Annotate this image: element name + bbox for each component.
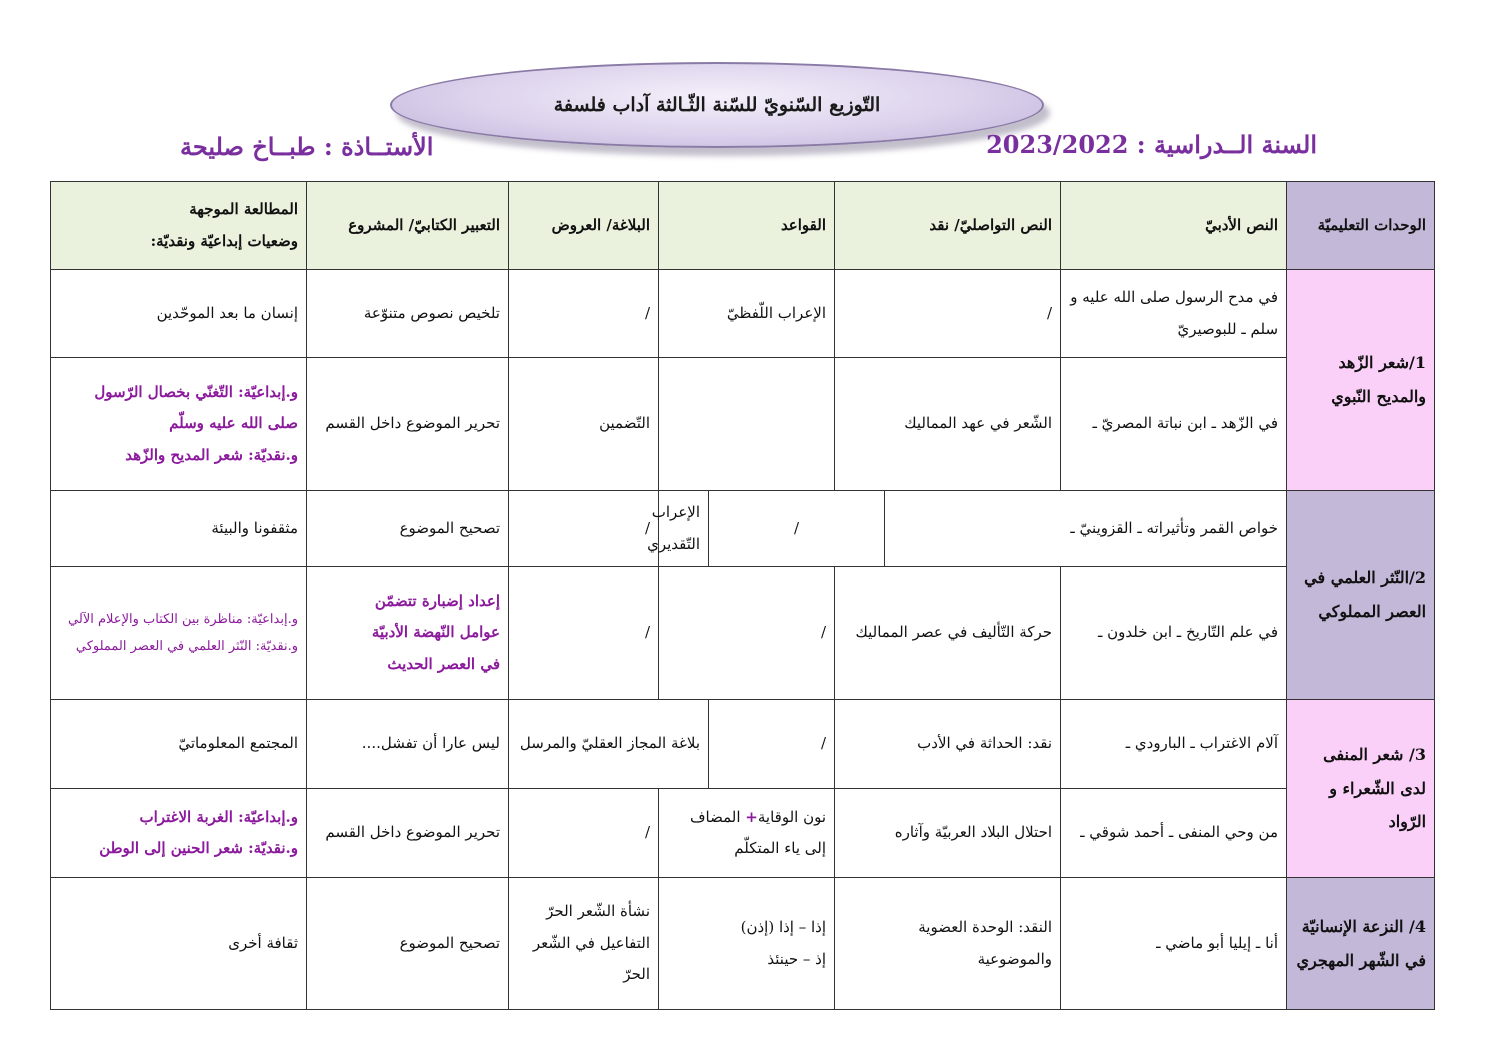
unit2-r2-writing-line2: عوامل النّهضة الأدبيّة bbox=[371, 623, 500, 642]
unit3-r2-writing: تحرير الموضوع داخل القسم bbox=[307, 789, 509, 878]
unit1-title: 1/شعر الزّهد والمديح النّبوي bbox=[1287, 270, 1435, 491]
table-row bbox=[51, 567, 1435, 700]
unit1-r2-reading-critical: و.نقديّة: شعر المديح والزّهد bbox=[125, 445, 298, 464]
teacher-name: الأستــاذة : طبــاخ صليحة bbox=[180, 132, 434, 161]
table-row bbox=[51, 358, 1435, 491]
unit2-r1-communicative: / bbox=[709, 491, 885, 567]
header-rhetoric: البلاغة/ العروض bbox=[509, 182, 659, 270]
unit2-r1-rhetoric: / bbox=[509, 491, 659, 567]
table-row bbox=[51, 491, 1435, 567]
unit2-r1-writing: تصحيح الموضوع bbox=[307, 491, 509, 567]
table-row bbox=[51, 789, 1435, 878]
unit1-r2-grammar bbox=[659, 358, 835, 491]
unit3-r1-rhetoric: بلاغة المجاز العقليّ والمرسل bbox=[509, 700, 709, 789]
title-banner bbox=[390, 62, 1044, 148]
unit4-r1-grammar-line2: إذ – حينئذ bbox=[767, 949, 827, 968]
unit2-r2-writing-line1: إعداد إضبارة تتضمّن bbox=[374, 591, 500, 610]
unit1-r1-reading: إنسان ما بعد الموحّدين bbox=[51, 270, 307, 358]
unit4-r1-rhetoric: نشأة الشّعر الحرّ التفاعيل في الشّعر الحرّ bbox=[509, 878, 659, 1010]
header-reading-line2: وضعيات إبداعيّة ونقديّة: bbox=[150, 231, 298, 250]
unit2-r1-literary: خواص القمر وتأثيراته ـ القزوينيّ ـ bbox=[885, 491, 1287, 567]
unit1-r2-reading bbox=[51, 358, 307, 491]
annual-distribution-table bbox=[50, 181, 1435, 1010]
header-units: الوحدات التعليميّة bbox=[1287, 182, 1435, 270]
unit3-title: 3/ شعر المنفى لدى الشّعراء و الرّواد bbox=[1287, 700, 1435, 878]
unit1-r1-literary: في مدح الرسول صلى الله عليه و سلم ـ للبوصيريّ bbox=[1061, 270, 1287, 358]
unit4-r1-communicative: النقد: الوحدة العضوية والموضوعية bbox=[835, 878, 1061, 1010]
table-row bbox=[51, 270, 1435, 358]
unit2-title: 2/النّثر العلمي في العصر المملوكي bbox=[1287, 491, 1435, 700]
header-literary: النص الأدبيّ bbox=[1061, 182, 1287, 270]
header-communicative: النص التواصليّ/ نقد bbox=[835, 182, 1061, 270]
unit3-r2-rhetoric: / bbox=[509, 789, 659, 878]
unit3-r2-communicative: احتلال البلاد العربيّة وآثاره bbox=[835, 789, 1061, 878]
unit2-r2-grammar: / bbox=[659, 567, 835, 700]
header-writing: التعبير الكتابيّ/ المشروع bbox=[307, 182, 509, 270]
unit3-r1-literary: آلام الاغتراب ـ البارودي ـ bbox=[1061, 700, 1287, 789]
unit3-r1-communicative: نقد: الحداثة في الأدب bbox=[835, 700, 1061, 789]
unit2-r2-reading-critical: و.نقديّة: النّثر العلمي في العصر المملوكي bbox=[75, 639, 298, 654]
unit4-r1-writing: تصحيح الموضوع bbox=[307, 878, 509, 1010]
unit3-r2-reading bbox=[51, 789, 307, 878]
plus-sign: + bbox=[745, 807, 758, 826]
unit3-r2-reading-critical: و.نقديّة: شعر الحنين إلى الوطن bbox=[99, 839, 298, 857]
unit3-r1-writing: ليس عارا أن تفشل.... bbox=[307, 700, 509, 789]
header-row bbox=[51, 182, 1435, 270]
unit3-r1-reading: المجتمع المعلوماتيّ bbox=[51, 700, 307, 789]
header-reading-line1: المطالعة الموجهة bbox=[189, 200, 298, 218]
unit3-r2-grammar bbox=[659, 789, 835, 878]
unit3-r2-grammar-part2: المضاف إلى ياء المتكلّم bbox=[689, 807, 827, 857]
unit4-r1-grammar-line1: إذا – إذا (إذن) bbox=[740, 918, 827, 936]
unit4-r1-literary: أنا ـ إيليا أبو ماضي ـ bbox=[1061, 878, 1287, 1010]
unit1-r1-communicative: / bbox=[835, 270, 1061, 358]
unit2-r2-writing-line3: في العصر الحديث bbox=[387, 654, 500, 673]
unit1-r1-rhetoric: / bbox=[509, 270, 659, 358]
unit2-r2-reading-creative: و.إبداعيّة: مناظرة بين الكتاب والإعلام الآلي bbox=[68, 611, 298, 627]
school-year: السنة الــدراسية : 2023/2022 bbox=[986, 130, 1317, 159]
unit1-r2-communicative: الشّعر في عهد المماليك bbox=[835, 358, 1061, 491]
unit1-r2-rhetoric: التّضمين bbox=[509, 358, 659, 491]
unit2-r2-communicative: حركة التّأليف في عصر المماليك bbox=[835, 567, 1061, 700]
header-grammar: القواعد bbox=[659, 182, 835, 270]
unit3-r2-literary: من وحي المنفى ـ أحمد شوقي ـ bbox=[1061, 789, 1287, 878]
unit2-r2-writing bbox=[307, 567, 509, 700]
unit4-title: 4/ النزعة الإنسانيّة في الشّهر المهجري bbox=[1287, 878, 1435, 1010]
unit1-r2-literary: في الزّهد ـ ابن نباتة المصريّ ـ bbox=[1061, 358, 1287, 491]
unit1-r1-writing: تلخيص نصوص متنوّعة bbox=[307, 270, 509, 358]
unit2-r1-grammar: الإعراب التّقديري bbox=[659, 491, 709, 567]
unit3-r2-grammar-part1: نون الوقاية bbox=[757, 807, 827, 826]
unit2-r1-reading: مثقفونا والبيئة bbox=[51, 491, 307, 567]
table-row bbox=[51, 700, 1435, 789]
unit1-r2-reading-creative: و.إبداعيّة: التّغنّي بخصال الرّسول صلى الله عليه وسلّم bbox=[94, 382, 298, 433]
unit2-r2-reading bbox=[51, 567, 307, 700]
unit2-r2-literary: في علم التّاريخ ـ ابن خلدون ـ bbox=[1061, 567, 1287, 700]
unit3-r2-reading-creative: و.إبداعيّة: الغربة الاغتراب bbox=[139, 807, 298, 826]
unit4-r1-reading: ثقافة أخرى bbox=[51, 878, 307, 1010]
unit1-r2-writing: تحرير الموضوع داخل القسم bbox=[307, 358, 509, 491]
unit3-r1-grammar: / bbox=[709, 700, 835, 789]
unit1-r1-grammar: الإعراب اللّفظيّ bbox=[659, 270, 835, 358]
unit2-r2-rhetoric: / bbox=[509, 567, 659, 700]
header-reading bbox=[51, 182, 307, 270]
table-row bbox=[51, 878, 1435, 1010]
unit4-r1-grammar bbox=[659, 878, 835, 1010]
page-title: التّوزيع السّنويّ للسّنة الثّـالثة آداب فلسفة bbox=[553, 94, 881, 116]
